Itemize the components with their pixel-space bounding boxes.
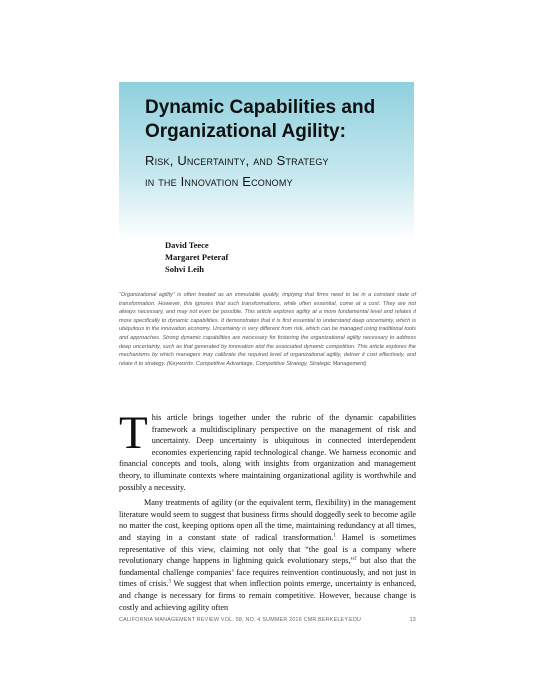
- paragraph-2-text-c: but also that the fundamental challenge companies’ face requires reinvention continuously, and not just in times of crisis.: [119, 556, 416, 589]
- paragraph-1: [119, 407, 416, 493]
- author-name: Sohvi Leih: [165, 264, 204, 274]
- article-subtitle: [145, 150, 410, 192]
- page-number: 13: [409, 617, 416, 623]
- paragraph-2-text-d: We suggest that when inflection points emerge, uncertainty is enhanced, and change is necessary for firms to remain competitive. However, because change is costly and achieving agility often: [119, 579, 417, 612]
- abstract: “Organizational agility” is often treated as an immutable quality, implying that firms need to be in a constant state of transformation. However, this ignores that such transformations, while often essential, come at a cost. They are not always necessary, and may not even be possible. This article explores agility at a more fundamental level and relates it more specifically to dynamic capabilities. It demonstrates that it is first essential to understand deep uncertainty, which is ubiquitous in the innovation economy. Uncertainty is very different from risk, which can be managed using traditional tools and approaches. Strong dynamic capabilities are necessary for fostering the organizational agility necessary to address deep uncertainty, such as that generated by innovation and the associated dynamic competition. This article explores the mechanisms by which managers may calibrate the required level of organizational agility, deliver it cost effectively, and relate it to strategy. (Keywords: Competitive Advantage, Competitive Strategy, Strategic Management): [119, 292, 416, 367]
- subtitle-line-2: in the Innovation Economy: [145, 174, 293, 189]
- subtitle-line-1: Risk, Uncertainty, and Strategy: [145, 153, 329, 168]
- article-body: [119, 407, 417, 613]
- running-footer: CALIFORNIA MANAGEMENT REVIEW VOL. 58, NO. 4 SUMMER 2016 CMR.BERKELEY.EDU: [119, 617, 362, 623]
- page-footer: [119, 617, 416, 623]
- article-title: Dynamic Capabilities and Organizational Agility:: [145, 97, 376, 142]
- paragraph-1-text: his article brings together under the rubric of the dynamic capabilities framework a multidisciplinary perspective on the management of risk and uncertainty. Deep uncertainty is ubiquitous in connected interdependent economies experiencing rapid technological change. We harness economic and financial concepts and tools, along with insights from organization and management theory, to illuminate contexts where maintaining organizational agility is worthwhile and possibly a necessity.: [119, 413, 416, 492]
- paragraph-2-text-a: Many treatments of agility (or the equivalent term, flexibility) in the management literature would seem to suggest that business firms should doggedly seek to become agile no matter the cost, keeping options open all the time, maintaining redundancy at all times, and staying in a constant state of radical transformation.: [119, 498, 416, 542]
- author-name: David Teece: [165, 240, 209, 250]
- paragraph-2: [119, 497, 416, 613]
- author-list: [165, 239, 228, 275]
- paragraph-2-text-b: Hamel is sometimes representative of this view, claiming not only that “the goal is a company where revolutionary change happens in lightning quick evolutionary steps,”: [119, 532, 416, 566]
- footnote-ref-1: 1: [333, 533, 336, 539]
- author-name: Margaret Peteraf: [165, 252, 229, 262]
- footnote-ref-2: 2: [354, 556, 357, 562]
- footnote-ref-3: 3: [168, 579, 171, 585]
- drop-cap: T: [119, 407, 148, 459]
